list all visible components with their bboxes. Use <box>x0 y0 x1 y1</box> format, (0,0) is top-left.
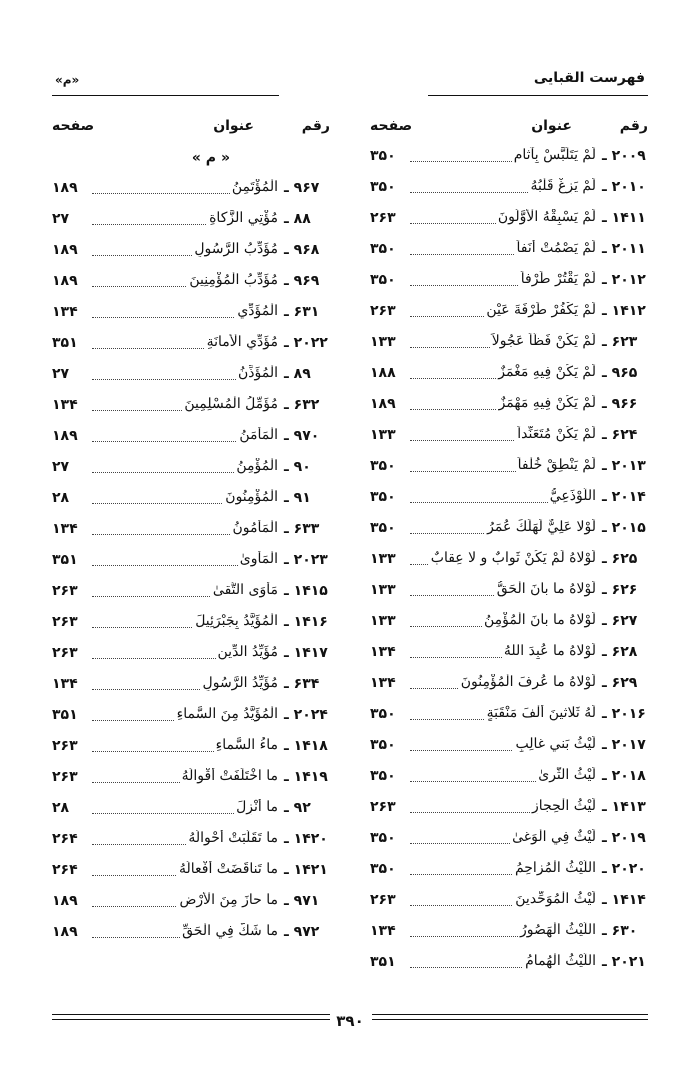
header-title: عنوان <box>213 118 254 134</box>
entry-title-text: لَوْلاهُ ما عُبِدَ اللهُ <box>503 643 596 659</box>
index-entry <box>370 545 648 576</box>
entry-number: ۶۲۶ ـ <box>602 582 638 598</box>
index-entry <box>52 205 330 236</box>
entry-title-text: مُؤَدِّي الْأَمانَةِ <box>206 334 278 350</box>
index-entry <box>52 360 330 391</box>
entry-page: ۱۳۴ <box>52 397 78 413</box>
entry-number: ۶۲۸ ـ <box>602 644 638 660</box>
entry-number: ۶۲۵ ـ <box>602 551 638 567</box>
entry-page: ۲۶۳ <box>370 303 396 319</box>
entry-title-text: الْمُؤَيَّدُ بِجَبْرَئِيلَ <box>195 613 278 629</box>
index-entry <box>52 608 330 639</box>
entry-number: ۱۴۱۳ ـ <box>602 799 646 815</box>
entry-title-text: لَهُ ثَلاثينَ أَلْفَ مَنْقَبَةٍ <box>486 705 596 721</box>
index-entry <box>52 298 330 329</box>
entry-number: ۱۴۱۹ ـ <box>284 769 328 785</box>
entry-title <box>92 334 278 350</box>
index-entry <box>52 236 330 267</box>
entry-title-text: لَيْثُ الْمُوَحِّدينَ <box>515 891 596 907</box>
entry-number: ۶۲۷ ـ <box>602 613 638 629</box>
index-entry <box>370 607 648 638</box>
entry-page: ۱۳۳ <box>370 551 396 567</box>
section-letter-label: « م » <box>191 150 230 166</box>
index-entry <box>370 669 648 700</box>
entry-page: ۱۸۹ <box>52 893 78 909</box>
entry-number: ۲۰۱۷ ـ <box>602 737 646 753</box>
entry-number: ۲۰۰۹ ـ <box>602 148 646 164</box>
entry-page: ۱۳۳ <box>370 334 396 350</box>
entry-page: ۱۸۹ <box>52 242 78 258</box>
index-entry <box>52 174 330 205</box>
index-entry <box>370 142 648 173</box>
entry-number: ۹۷۱ ـ <box>284 893 320 909</box>
index-entry <box>370 390 648 421</box>
entry-number: ۲۰۱۸ ـ <box>602 768 646 784</box>
index-entry <box>52 732 330 763</box>
entry-title-text: مُؤْتِي الزَّكاةِ <box>209 210 278 226</box>
index-entry <box>52 825 330 856</box>
index-entry <box>370 359 648 390</box>
index-entry <box>370 297 648 328</box>
section-letter <box>52 142 330 174</box>
section-mark: «م» <box>55 73 80 87</box>
entry-page: ۳۵۱ <box>52 552 78 568</box>
index-entry <box>52 639 330 670</box>
book-title: فهرست القبايى <box>533 70 645 86</box>
entry-title <box>92 365 278 381</box>
index-entry <box>52 453 330 484</box>
entry-page: ۲۶۳ <box>370 210 396 226</box>
entry-page: ۱۳۴ <box>52 304 78 320</box>
entry-page: ۱۳۴ <box>370 923 396 939</box>
entry-page: ۲۶۳ <box>370 892 396 908</box>
entry-title <box>410 457 596 473</box>
entry-title-text: لَمْ يَكُنْ فِيهِ مَهْمَزٌ <box>498 395 596 411</box>
entry-title-text: لَيْثُ بَني غالِبٍ <box>515 736 596 752</box>
entry-title <box>92 892 278 908</box>
entry-title <box>410 178 596 194</box>
column-header <box>370 118 648 142</box>
entry-page: ۱۳۴ <box>52 521 78 537</box>
entry-title-text: لَمْ يَصْمُتْ أَنَفاً <box>516 240 596 256</box>
entry-number: ۹۲ ـ <box>284 800 311 816</box>
entry-number: ۶۲۴ ـ <box>602 427 638 443</box>
entry-page: ۳۵۰ <box>370 489 396 505</box>
entry-page: ۲۸ <box>52 490 70 506</box>
entry-title <box>410 364 596 380</box>
entry-title-text: اللَّيْثُ الْهُمامُ <box>525 953 596 969</box>
header-rule-right <box>428 95 648 96</box>
entry-number: ۱۴۱۸ ـ <box>284 738 328 754</box>
index-entry <box>370 731 648 762</box>
entry-number: ۹۷۲ ـ <box>284 924 320 940</box>
index-entry <box>370 514 648 545</box>
entry-title-text: مُؤَيِّدُ الدِّينِ <box>217 644 278 660</box>
entry-title-text: الْمَأْوىٰ <box>239 551 278 567</box>
entry-title <box>410 705 596 721</box>
entry-number: ۲۰۲۱ ـ <box>602 954 646 970</box>
entry-title-text: الْمُؤْمِنُونَ <box>225 489 278 505</box>
entry-number: ۱۴۱۶ ـ <box>284 614 328 630</box>
entry-title <box>92 923 278 939</box>
entry-title-text: ماءُ السَّماءِ <box>215 737 278 753</box>
entry-title <box>92 179 278 195</box>
index-entry <box>370 173 648 204</box>
entry-title-text: مُؤَدِّبُ الرَّسُولِ <box>194 241 278 257</box>
index-entry <box>52 856 330 887</box>
column-header <box>52 118 330 142</box>
index-entry <box>370 762 648 793</box>
header-rule-left <box>52 95 279 96</box>
entry-title <box>410 860 596 876</box>
index-entry <box>370 886 648 917</box>
entry-number: ۹۶۷ ـ <box>284 180 320 196</box>
header-page: صفحه <box>370 118 413 134</box>
entry-page: ۲۶۴ <box>52 831 78 847</box>
entry-title-text: لَمْ يَكْفُرْ طَرْفَةَ عَيْنٍ <box>486 302 596 318</box>
entry-title <box>92 768 278 784</box>
entry-title-text: ما شَكَّ فِي الْحَقِّ <box>182 923 278 939</box>
entry-title <box>92 613 278 629</box>
entry-page: ۳۵۱ <box>370 954 396 970</box>
entry-title-text: ما تَناقَضَتْ أَفْعالُهُ <box>178 861 278 877</box>
entry-page: ۲۶۳ <box>370 799 396 815</box>
index-entry <box>370 793 648 824</box>
entry-number: ۸۹ ـ <box>284 366 311 382</box>
entry-title-text: لَيْثُ الثَّرىٰ <box>538 767 596 783</box>
entry-title-text: لَيْثُ الْحِجازِ <box>532 798 596 814</box>
entry-title-text: لَمْ يَكُنْ مُتَعَنِّداً <box>517 426 596 442</box>
entry-title <box>410 798 596 814</box>
entry-number: ۲۰۱۵ ـ <box>602 520 646 536</box>
entry-number: ۲۰۲۴ ـ <box>284 707 328 723</box>
entry-title-text: الْمُؤْمِنُ <box>236 458 278 474</box>
index-entry <box>370 576 648 607</box>
entry-title-text: لَمْ يَكُنْ فِيهِ مَغْمَزٌ <box>498 364 596 380</box>
entry-page: ۱۸۹ <box>370 396 396 412</box>
entry-title-text: لَوْلاهُ ما بانَ الْمُؤْمِنُ <box>483 612 596 628</box>
entry-page: ۳۵۰ <box>370 520 396 536</box>
index-column-left <box>52 118 330 949</box>
entry-title-text: الْمَأْمُونُ <box>232 520 278 536</box>
entry-number: ۲۰۱۹ ـ <box>602 830 646 846</box>
index-entry <box>370 917 648 948</box>
entry-number: ۶۲۳ ـ <box>602 334 638 350</box>
entry-number: ۲۰۲۲ ـ <box>284 335 328 351</box>
entry-page: ۳۵۰ <box>370 179 396 195</box>
entry-title-text: اللَّيْثُ الْهَصُورُ <box>520 922 596 938</box>
entry-title <box>410 395 596 411</box>
index-entry <box>370 638 648 669</box>
entry-page: ۲۶۴ <box>52 862 78 878</box>
index-entry <box>370 328 648 359</box>
entry-title <box>410 674 596 690</box>
entry-title <box>92 706 278 722</box>
entry-title <box>92 272 278 288</box>
index-entry <box>370 824 648 855</box>
entry-title <box>92 210 278 226</box>
index-entry <box>52 577 330 608</box>
entry-number: ۶۳۲ ـ <box>284 397 320 413</box>
entry-number: ۱۴۲۰ ـ <box>284 831 328 847</box>
entry-number: ۶۳۳ ـ <box>284 521 320 537</box>
entry-page: ۱۸۹ <box>52 924 78 940</box>
entry-title-text: مُؤَدِّبُ الْمُؤْمِنِينَ <box>189 272 278 288</box>
entry-page: ۱۸۹ <box>52 428 78 444</box>
entry-title-text: لَمْ يَقْتُرْ طَرْفاً <box>520 271 596 287</box>
entry-title <box>410 829 596 845</box>
entry-page: ۳۵۰ <box>370 768 396 784</box>
entry-title <box>92 551 278 567</box>
entry-title-text: لَوْلا عَلِيٌّ لَهَلَكَ عُمَرُ <box>487 519 596 535</box>
entry-number: ۹۶۵ ـ <box>602 365 638 381</box>
entry-page: ۲۶۳ <box>52 769 78 785</box>
entry-page: ۱۳۳ <box>370 582 396 598</box>
entry-number: ۲۰۱۴ ـ <box>602 489 646 505</box>
entry-page: ۲۷ <box>52 459 70 475</box>
entry-number: ۲۰۱۰ ـ <box>602 179 646 195</box>
header-number: رقم <box>301 118 330 134</box>
entry-page: ۲۸ <box>52 800 70 816</box>
entry-title <box>92 520 278 536</box>
entry-title <box>92 737 278 753</box>
entry-page: ۱۳۴ <box>52 676 78 692</box>
entry-title <box>410 302 596 318</box>
entry-title <box>410 240 596 256</box>
entry-number: ۲۰۱۱ ـ <box>602 241 646 257</box>
entry-title <box>410 891 596 907</box>
entry-page: ۱۳۳ <box>370 613 396 629</box>
entry-title <box>410 333 596 349</box>
entry-page: ۲۶۳ <box>52 583 78 599</box>
entry-title <box>410 643 596 659</box>
index-entry <box>370 700 648 731</box>
entry-number: ۱۴۱۲ ـ <box>602 303 646 319</box>
entry-page: ۲۷ <box>52 366 70 382</box>
entry-number: ۹۷۰ ـ <box>284 428 320 444</box>
entry-title-text: ما أُنْزِلَ <box>236 799 278 815</box>
entry-title-text: ما حازَ مِنَ الْأَرْضِ <box>179 892 278 908</box>
entry-title <box>410 581 596 597</box>
entry-title <box>410 767 596 783</box>
entry-title-text: لَوْلاهُ ما عُرِفَ الْمُؤْمِنُونَ <box>460 674 596 690</box>
entry-page: ۳۵۰ <box>370 706 396 722</box>
index-entry <box>370 452 648 483</box>
header-page: صفحه <box>52 118 95 134</box>
index-entry <box>52 918 330 949</box>
entry-number: ۹۶۸ ـ <box>284 242 320 258</box>
index-entry <box>370 266 648 297</box>
entry-number: ۱۴۲۱ ـ <box>284 862 328 878</box>
index-entry <box>52 267 330 298</box>
entry-number: ۸۸ ـ <box>284 211 311 227</box>
entry-title <box>92 644 278 660</box>
entry-title <box>92 861 278 877</box>
entry-title <box>92 396 278 412</box>
index-entry <box>370 483 648 514</box>
entry-title-text: ما تَقَلَّبَتْ أَحْوالُهُ <box>188 830 278 846</box>
entry-number: ۱۴۱۱ ـ <box>602 210 646 226</box>
entry-title <box>410 922 596 938</box>
index-entry <box>370 235 648 266</box>
entry-number: ۶۳۰ ـ <box>602 923 638 939</box>
index-entry <box>52 546 330 577</box>
entry-title <box>92 830 278 846</box>
entry-title <box>92 675 278 691</box>
index-entry <box>52 329 330 360</box>
entry-title <box>92 458 278 474</box>
entry-title-text: لَوْلاهُ لَمْ يَكُنْ ثَوابٌ و لا عِقابٌ <box>430 550 596 566</box>
index-entry <box>370 204 648 235</box>
index-entry <box>52 763 330 794</box>
entry-title-text: الْمَأْمَنُ <box>239 427 278 443</box>
entry-number: ۹۶۶ ـ <box>602 396 638 412</box>
entry-title <box>410 612 596 628</box>
entry-number: ۲۰۲۳ ـ <box>284 552 328 568</box>
entry-page: ۳۵۰ <box>370 272 396 288</box>
entry-title <box>410 271 596 287</box>
index-entry <box>52 422 330 453</box>
entry-title-text: لَمْ يَكُنْ فَظّاً عَجُولاً <box>491 333 596 349</box>
entry-number: ۲۰۱۲ ـ <box>602 272 646 288</box>
entry-page: ۱۳۴ <box>370 675 396 691</box>
entry-title-text: لَمْ يَزِغْ قَلْبُهُ <box>530 178 596 194</box>
header-title: عنوان <box>531 118 572 134</box>
entry-title <box>410 519 596 535</box>
entry-title-text: مُؤَمِّلُ الْمُسْلِمِينَ <box>184 396 278 412</box>
entry-title <box>92 303 278 319</box>
entry-title <box>92 241 278 257</box>
entry-page: ۱۸۹ <box>52 273 78 289</box>
entry-number: ۲۰۲۰ ـ <box>602 861 646 877</box>
entry-page: ۳۵۱ <box>52 707 78 723</box>
entry-title-text: الْمُؤَيَّدُ مِنَ السَّماءِ <box>176 706 278 722</box>
index-entry <box>370 948 648 979</box>
page-number <box>0 1012 700 1030</box>
entry-page: ۲۷ <box>52 211 70 227</box>
entry-number: ۶۲۹ ـ <box>602 675 638 691</box>
entry-page: ۳۵۰ <box>370 830 396 846</box>
entry-title-text: لَمْ يَنْطِقْ خُلْفاً <box>517 457 596 473</box>
entry-title-text: لَيْثٌ فِي الْوَغىٰ <box>512 829 596 845</box>
index-entry <box>370 855 648 886</box>
index-entry <box>52 515 330 546</box>
entry-page: ۳۵۰ <box>370 458 396 474</box>
entry-number: ۶۳۴ ـ <box>284 676 320 692</box>
entry-page: ۱۸۹ <box>52 180 78 196</box>
entry-title-text: الْمُؤَذِّنُ <box>238 365 278 381</box>
entry-title <box>92 427 278 443</box>
entry-number: ۲۰۱۳ ـ <box>602 458 646 474</box>
entry-page: ۲۶۳ <box>52 614 78 630</box>
entry-number: ۱۴۱۴ ـ <box>602 892 646 908</box>
entry-page: ۳۵۰ <box>370 737 396 753</box>
entry-title <box>410 550 596 566</box>
entry-number: ۲۰۱۶ ـ <box>602 706 646 722</box>
entry-page: ۳۵۱ <box>52 335 78 351</box>
entry-title <box>92 799 278 815</box>
entry-page: ۱۳۴ <box>370 644 396 660</box>
index-entry <box>370 421 648 452</box>
entry-title-text: مُؤَيِّدُ الرَّسُولِ <box>202 675 278 691</box>
entry-page: ۳۵۰ <box>370 241 396 257</box>
entry-number: ۹۶۹ ـ <box>284 273 320 289</box>
entry-title <box>410 426 596 442</box>
entry-number: ۹۱ ـ <box>284 490 311 506</box>
index-entry <box>52 701 330 732</box>
entry-title <box>410 736 596 752</box>
entry-page: ۳۵۰ <box>370 861 396 877</box>
entry-title-text: لَمْ يَتَلَبَّسْ بِآثامٍ <box>513 147 596 163</box>
index-entry <box>52 794 330 825</box>
index-entry <box>52 670 330 701</box>
index-entry <box>52 887 330 918</box>
entry-number: ۱۴۱۷ ـ <box>284 645 328 661</box>
index-column-right <box>370 118 648 979</box>
entry-title-text: اللَّيْثُ الْمُزاحِمُ <box>514 860 596 876</box>
page-number-label: ۳۹۰ <box>336 1012 364 1030</box>
index-entry <box>52 391 330 422</box>
entry-title <box>92 582 278 598</box>
entry-title <box>410 488 596 504</box>
entry-title-text: ما اخْتَلَفَتْ أَقْوالُهُ <box>181 768 278 784</box>
entry-title <box>410 209 596 225</box>
entry-page: ۳۵۰ <box>370 148 396 164</box>
entry-title <box>92 489 278 505</box>
entry-number: ۶۳۱ ـ <box>284 304 320 320</box>
header-number: رقم <box>619 118 648 134</box>
entry-title <box>410 147 596 163</box>
entry-title-text: الْمُؤْتَمِنُ <box>231 179 278 195</box>
entry-title-text: لَمْ يَسْبِقْهُ الْأَوَّلُونَ <box>497 209 596 225</box>
entry-page: ۱۳۳ <box>370 427 396 443</box>
index-entry <box>52 484 330 515</box>
entry-title <box>410 953 596 969</box>
entry-title-text: الْمُؤَدِّي <box>237 303 278 319</box>
entry-page: ۱۸۸ <box>370 365 396 381</box>
entry-title-text: اللَّوْذَعِيُّ <box>549 488 596 504</box>
entry-page: ۲۶۳ <box>52 645 78 661</box>
entry-page: ۲۶۳ <box>52 738 78 754</box>
entry-number: ۹۰ ـ <box>284 459 311 475</box>
entry-number: ۱۴۱۵ ـ <box>284 583 328 599</box>
entry-title-text: لَوْلاهُ ما بانَ الْحَقُّ <box>496 581 596 597</box>
entry-title-text: مَأْوَى التُّقىٰ <box>212 582 278 598</box>
